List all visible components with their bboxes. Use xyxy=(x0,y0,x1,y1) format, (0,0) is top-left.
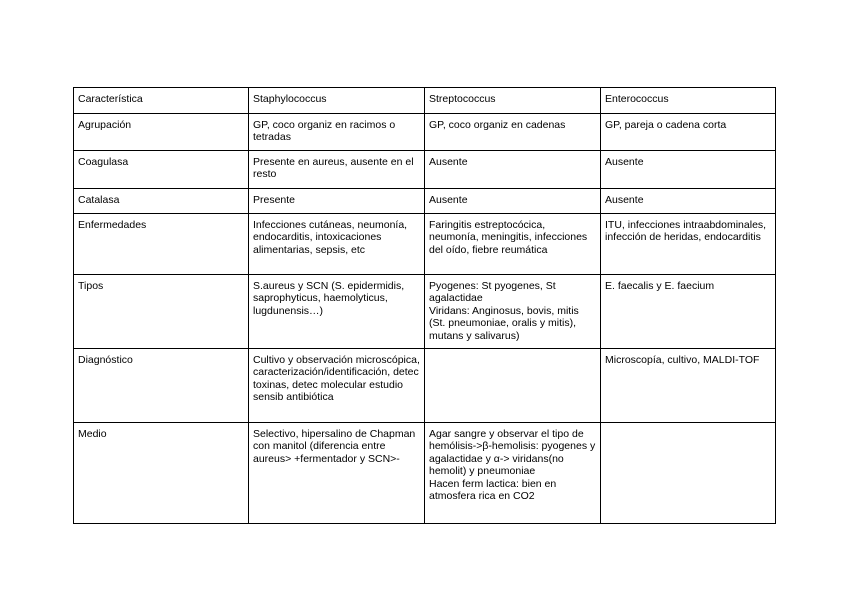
enterococcus-cell: GP, pareja o cadena corta xyxy=(601,114,776,151)
staphylococcus-cell: Selectivo, hipersalino de Chapman con manitol (diferencia entre aureus> +fermentador y SCN>- xyxy=(249,423,425,524)
enterococcus-cell: E. faecalis y E. faecium xyxy=(601,275,776,349)
row-label-cell: Tipos xyxy=(74,275,249,349)
staphylococcus-cell: Cultivo y observación microscópica, caracterización/identificación, detec toxinas, detec molecular estudio sensib antibiótica xyxy=(249,349,425,423)
enterococcus-cell: ITU, infecciones intraabdominales, infección de heridas, endocarditis xyxy=(601,214,776,275)
staphylococcus-cell: Presente xyxy=(249,189,425,214)
streptococcus-cell: GP, coco organiz en cadenas xyxy=(425,114,601,151)
streptococcus-cell: Ausente xyxy=(425,151,601,189)
table-header-row xyxy=(74,88,776,114)
table-row-catalasa xyxy=(74,189,776,214)
streptococcus-cell xyxy=(425,349,601,423)
row-label-cell: Medio xyxy=(74,423,249,524)
table-row-medio xyxy=(74,423,776,524)
table-row-diagnostico xyxy=(74,349,776,423)
table-row-tipos xyxy=(74,275,776,349)
table-row-enfermedades xyxy=(74,214,776,275)
row-label-cell: Coagulasa xyxy=(74,151,249,189)
enterococcus-cell: Ausente xyxy=(601,189,776,214)
enterococcus-cell xyxy=(601,423,776,524)
header-cell-streptococcus: Streptococcus xyxy=(425,88,601,114)
comparison-table xyxy=(73,87,776,524)
table-row-agrupacion xyxy=(74,114,776,151)
enterococcus-cell: Ausente xyxy=(601,151,776,189)
row-label-cell: Agrupación xyxy=(74,114,249,151)
row-label-cell: Diagnóstico xyxy=(74,349,249,423)
enterococcus-cell: Microscopía, cultivo, MALDI-TOF xyxy=(601,349,776,423)
staphylococcus-cell: Presente en aureus, ausente en el resto xyxy=(249,151,425,189)
staphylococcus-cell: S.aureus y SCN (S. epidermidis, saprophyticus, haemolyticus, lugdunensis…) xyxy=(249,275,425,349)
staphylococcus-cell: Infecciones cutáneas, neumonía, endocarditis, intoxicaciones alimentarias, sepsis, etc xyxy=(249,214,425,275)
header-cell-caracteristica: Característica xyxy=(74,88,249,114)
row-label-cell: Catalasa xyxy=(74,189,249,214)
streptococcus-cell: Pyogenes: St pyogenes, St agalactidae Viridans: Anginosus, bovis, mitis (St. pneumoniae, oralis y mitis), mutans y salivarus) xyxy=(425,275,601,349)
streptococcus-cell: Ausente xyxy=(425,189,601,214)
streptococcus-cell: Faringitis estreptocócica, neumonía, meningitis, infecciones del oído, fiebre reumática xyxy=(425,214,601,275)
table-row-coagulasa xyxy=(74,151,776,189)
header-cell-enterococcus: Enterococcus xyxy=(601,88,776,114)
staphylococcus-cell: GP, coco organiz en racimos o tetradas xyxy=(249,114,425,151)
row-label-cell: Enfermedades xyxy=(74,214,249,275)
header-cell-staphylococcus: Staphylococcus xyxy=(249,88,425,114)
streptococcus-cell: Agar sangre y observar el tipo de hemólisis->β-hemolisis: pyogenes y agalactidae y α-> viridans(no hemolit) y pneumoniae Hacen ferm lactica: bien en atmosfera rica en CO2 xyxy=(425,423,601,524)
